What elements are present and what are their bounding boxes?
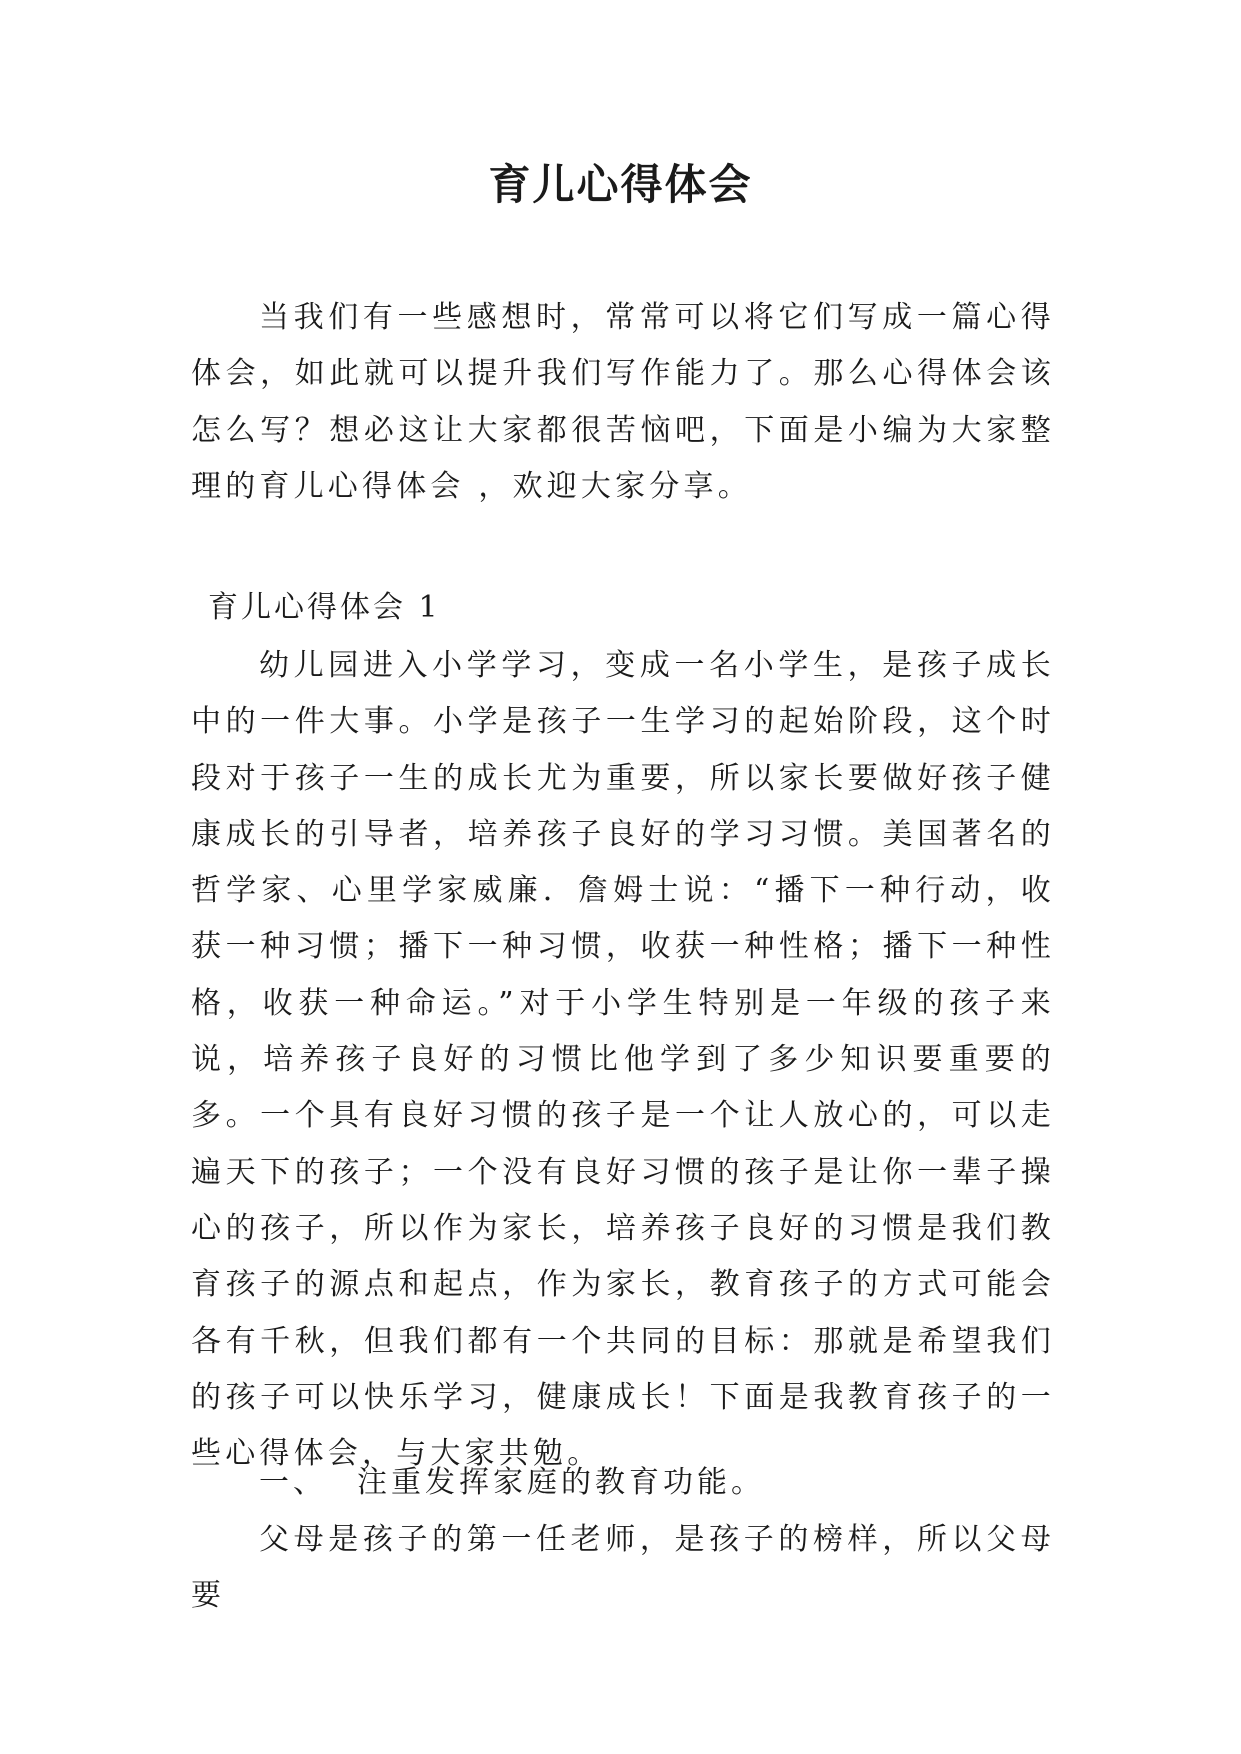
point-heading <box>259 1455 765 1511</box>
section-paragraph: 幼儿园进入小学学习，变成一名小学生，是孩子成长中的一件大事。小学是孩子一生学习的起始阶段，这个时段对于孩子一生的成长尤为重要，所以家长要做好孩子健康成长的引导者，培养孩子良好的学习习惯。美国著名的哲学家、心里学家威廉．詹姆士说：“播下一种行动，收获一种习惯；播下一种习惯，收获一种性格；播下一种性格，收获一种命运。”对于小学生特别是一年级的孩子来说，培养孩子良好的习惯比他学到了多少知识要重要的多。一个具有良好习惯的孩子是一个让人放心的，可以走遍天下的孩子；一个没有良好习惯的孩子是让你一辈子操心的孩子，所以作为家长，培养孩子良好的习惯是我们教育孩子的源点和起点，作为家长，教育孩子的方式可能会各有千秋，但我们都有一个共同的目标：那就是希望我们的孩子可以快乐学习，健康成长！下面是我教育孩子的一些心得体会，与大家共勉。 <box>191 648 1055 1472</box>
intro-paragraph: 当我们有一些感想时，常常可以将它们写成一篇心得体会，如此就可以提升我们写作能力了。那么心得体会该怎么写？想必这让大家都很苦恼吧，下面是小编为大家整理的育儿心得体会 ，欢迎大家分享。 <box>191 300 1055 504</box>
last-paragraph: 父母是孩子的第一任老师，是孩子的榜样，所以父母要 <box>191 1522 1055 1614</box>
point-number: 一、 <box>259 1465 327 1500</box>
point-text: 注重发挥家庭的教育功能。 <box>357 1465 765 1500</box>
document-title: 育儿心得体会 <box>488 160 753 209</box>
section-heading: 育儿心得体会 1 <box>208 590 441 625</box>
